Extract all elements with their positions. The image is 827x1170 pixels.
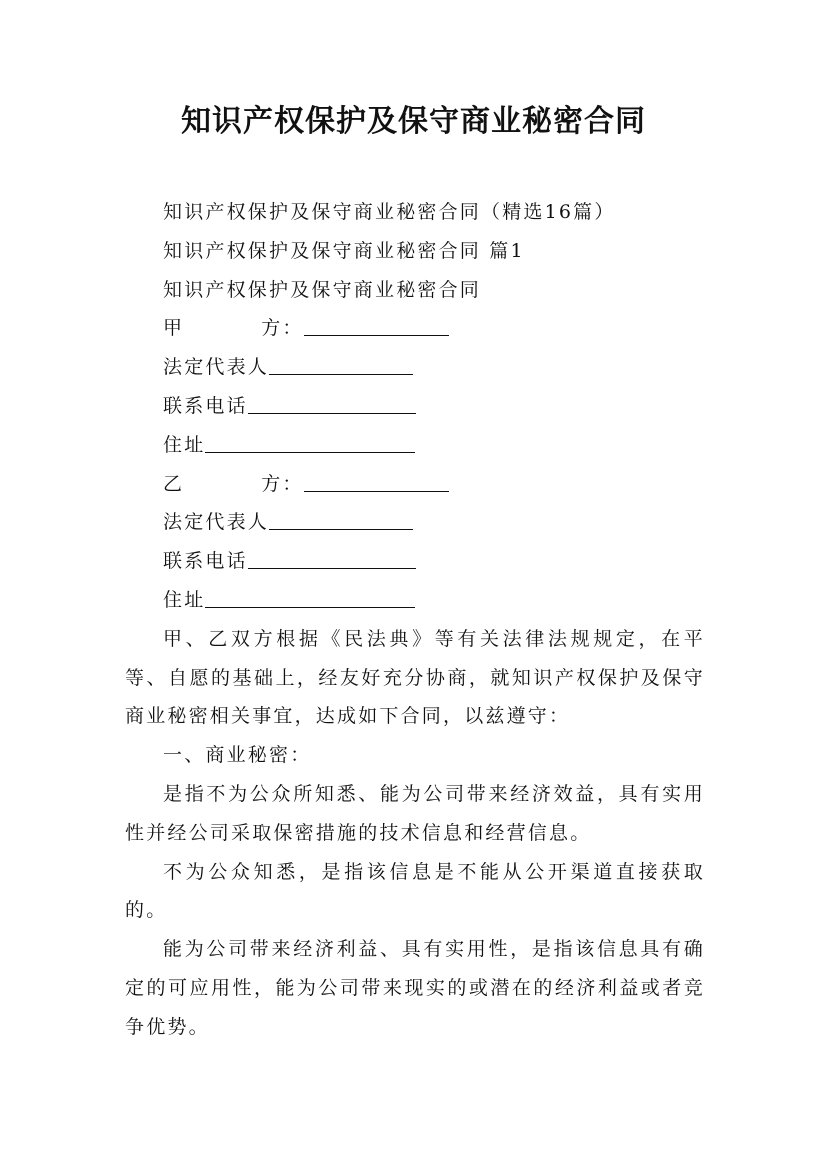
party-b-field xyxy=(125,465,705,504)
party-b-label-second: 方： xyxy=(261,472,304,495)
intro-line-3: 知识产权保护及保守商业秘密合同 xyxy=(163,278,482,301)
party-a-address-field xyxy=(125,426,705,465)
party-a-address-blank xyxy=(205,432,415,453)
party-a-blank xyxy=(304,315,449,336)
party-a-label-second: 方： xyxy=(261,317,304,340)
party-b-phone-field xyxy=(125,542,705,581)
party-b-address-blank xyxy=(205,587,415,608)
party-b-representative-label: 法定代表人 xyxy=(163,511,270,534)
party-b-address-field xyxy=(125,581,705,620)
party-a-phone-label: 联系电话 xyxy=(163,394,248,417)
document-title: 知识产权保护及保守商业秘密合同 xyxy=(181,104,646,139)
party-a-representative-field xyxy=(125,348,705,387)
party-a-phone-blank xyxy=(248,393,416,414)
party-b-address-label: 住址 xyxy=(163,588,206,611)
paragraph-definition: 是指不为公众所知悉、能为公司带来经济效益，具有实用性并经公司采取保密措施的技术信息和经营信息。 xyxy=(125,782,705,844)
party-a-label-first: 甲 xyxy=(163,317,185,340)
party-b-representative-field xyxy=(125,503,705,542)
party-a-phone-field xyxy=(125,387,705,426)
paragraph-section-heading: 一、商业秘密： xyxy=(163,744,312,767)
party-a-address-label: 住址 xyxy=(163,433,206,456)
party-b-representative-blank xyxy=(269,509,413,530)
party-a-representative-blank xyxy=(269,354,413,375)
document-body xyxy=(125,193,705,1047)
party-b-phone-blank xyxy=(248,548,416,569)
paragraph-not-public: 不为公众知悉，是指该信息是不能从公开渠道直接获取的。 xyxy=(125,860,705,922)
paragraph-preamble: 甲、乙双方根据《民法典》等有关法律法规规定，在平等、自愿的基础上，经友好充分协商，就知识产权保护及保守商业秘密相关事宜，达成如下合同，以兹遵守： xyxy=(125,627,705,728)
intro-line-2: 知识产权保护及保守商业秘密合同 篇1 xyxy=(163,239,525,262)
party-a-field xyxy=(125,309,705,348)
party-b-phone-label: 联系电话 xyxy=(163,550,248,573)
party-a-representative-label: 法定代表人 xyxy=(163,356,270,379)
party-b-blank xyxy=(304,471,449,492)
paragraph-economic-benefit: 能为公司带来经济利益、具有实用性，是指该信息具有确定的可应用性，能为公司带来现实的或潜在的经济利益或者竞争优势。 xyxy=(125,938,705,1038)
party-b-label-first: 乙 xyxy=(163,472,185,495)
intro-line-1: 知识产权保护及保守商业秘密合同（精选16篇） xyxy=(163,201,616,223)
